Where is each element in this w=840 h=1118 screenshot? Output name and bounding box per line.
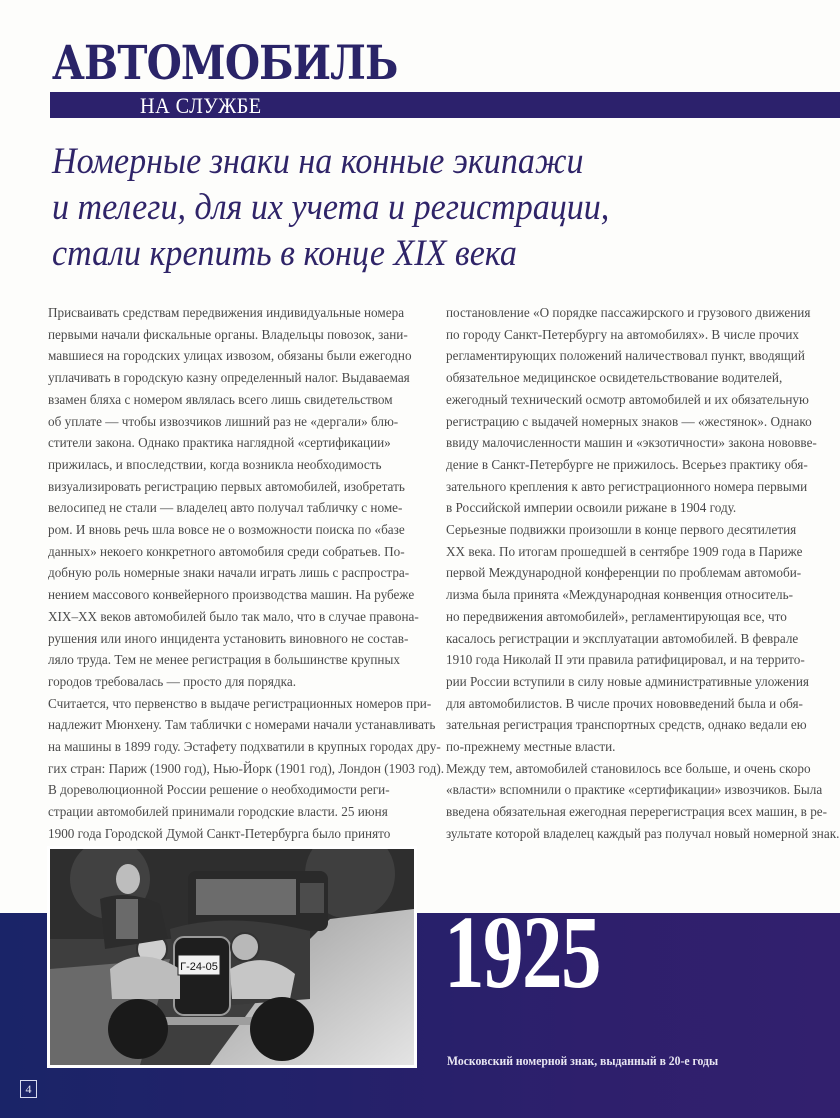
- text-line: «власти» вспомнили о практике «сертификации» извозчиков. Была: [446, 782, 823, 798]
- page-number: 4: [20, 1080, 37, 1098]
- text-line: регистрацию с выдачей номерных знаков — «жестянок». Однако: [446, 413, 812, 429]
- text-line: в Российской империи освоили рижане в 1904 году.: [446, 500, 737, 516]
- text-line: об уплате — чтобы извозчиков лишний раз не «дергали» блю-: [48, 413, 399, 429]
- text-line: В дореволюционной России решение о необходимости реги-: [48, 782, 390, 798]
- vintage-car-photo: [50, 849, 414, 1065]
- text-line: обязательное медицинское освидетельствование водителей,: [446, 370, 783, 386]
- headline-line: Номерные знаки на конные экипажи: [52, 141, 584, 182]
- text-line: XIX–XX веков автомобилей было так мало, что в случае правона-: [48, 608, 419, 624]
- year-label: 1925: [444, 895, 600, 1010]
- text-line: визуализировать регистрацию первых автомобилей, изобретать: [48, 478, 405, 494]
- text-line: ром. И вновь речь шла вовсе не о возможности поиска по «базе: [48, 522, 405, 538]
- article-column-left: [48, 302, 445, 845]
- section-subtitle: НА СЛУЖБЕ: [140, 93, 262, 118]
- text-line: данных» некоего конкретного автомобиля среди собратьев. По-: [48, 543, 405, 559]
- text-line: стители закона. Однако практика наглядной «сертификации»: [48, 435, 391, 451]
- text-line: ввиду малочисленности машин и «экзотичности» закона нововве-: [446, 435, 817, 451]
- text-line: первой Международной конференции по проблемам автомоби-: [446, 565, 802, 581]
- car-photo-illustration: [50, 849, 414, 1065]
- text-line: ляло труда. Тем не менее регистрация в большинстве крупных: [48, 652, 400, 668]
- text-line: первыми начали фискальные органы. Владельцы повозок, зани-: [48, 326, 408, 342]
- text-line: Считается, что первенство в выдаче регистрационных номеров при-: [48, 695, 432, 711]
- text-line: страции автомобилей принимали городские власти. 25 июня: [48, 804, 388, 820]
- text-line: зультате которой владелец каждый раз получал новый номерной знак.: [446, 825, 840, 841]
- headline: [52, 139, 751, 277]
- headline-line: и телеги, для их учета и регистрации,: [52, 187, 610, 228]
- text-line: по городу Санкт-Петербургу на автомобилях». В числе прочих: [446, 326, 799, 342]
- text-line: зательного крепления к авто регистрационного номера первыми: [446, 478, 808, 494]
- text-line: уплачивать в городскую казну определенный налог. Выдаваемая: [48, 370, 410, 386]
- text-line: на машины в 1899 году. Эстафету подхватили в крупных городах дру-: [48, 739, 441, 755]
- text-line: 1910 года Николай II эти правила ратифицировал, и на террито-: [446, 652, 805, 668]
- text-line: XX века. По итогам прошедшей в сентябре 1909 года в Париже: [446, 543, 803, 559]
- text-line: гих стран: Париж (1900 год), Нью-Йорк (1901 год), Лондон (1903 год).: [48, 760, 445, 776]
- text-line: велосипед не стали — владелец авто получал табличку с номе-: [48, 500, 403, 516]
- text-line: введена обязательная ежегодная перерегистрация всех машин, в ре-: [446, 804, 828, 820]
- text-line: лизма была принята «Международная конвенция относитель-: [446, 587, 793, 603]
- text-line: прижилась, и впоследствии, когда возникла необходимость: [48, 456, 382, 472]
- text-line: 1900 года Городской Думой Санкт-Петербурга было принято: [48, 825, 391, 841]
- text-line: Между тем, автомобилей становилось все больше, и очень скоро: [446, 760, 811, 776]
- text-line: зательная регистрация транспортных средств, однако ведали ею: [446, 717, 807, 733]
- text-line: ежегодный технический осмотр автомобилей и их обязательную: [446, 391, 809, 407]
- article-column-right: [446, 302, 840, 845]
- photo-frame: [47, 846, 417, 1068]
- text-line: Присваивать средствам передвижения индивидуальные номера: [48, 305, 405, 320]
- text-line: но передвижения автомобилей», регламентирующая все, что: [446, 608, 787, 624]
- text-line: добную роль номерные знаки начали играть лишь с распростра-: [48, 565, 410, 581]
- headline-line: стали крепить в конце XIX века: [52, 233, 517, 274]
- text-line: регламентирующих положений наличествовал пункт, вводящий: [446, 348, 805, 364]
- text-line: нением массового конвейерного производства машин. На рубеже: [48, 587, 415, 603]
- text-line: касалось регистрации и эксплуатации автомобилей. В феврале: [446, 630, 799, 646]
- photo-caption: Московский номерной знак, выданный в 20-е годы: [447, 1053, 719, 1068]
- text-line: постановление «О порядке пассажирского и грузового движения: [446, 305, 811, 320]
- text-line: мавшиеся на городских улицах извозом, обязаны были ежегодно: [48, 348, 412, 364]
- text-line: дение в Санкт-Петербурге не прижилось. Всерьез практику обя-: [446, 456, 808, 472]
- text-line: рушения или иного инцидента установить виновного не состав-: [48, 630, 409, 646]
- text-line: городов требовалась — просто для порядка.: [48, 673, 297, 689]
- text-line: надлежит Мюнхену. Там таблички с номерами начали устанавливать: [48, 717, 436, 733]
- text-line: Серьезные подвижки произошли в конце первого десятилетия: [446, 522, 797, 538]
- text-line: взамен бляха с номером являлась всего лишь свидетельством: [48, 391, 393, 407]
- text-line: по-прежнему местные власти.: [446, 739, 616, 755]
- text-line: рии России вступили в силу новые административные уложения: [446, 673, 809, 689]
- license-plate-text: Г-24-05: [180, 961, 218, 973]
- text-line: для автомобилистов. В числе прочих нововведений была и обя-: [446, 695, 803, 711]
- section-title: АВТОМОБИЛЬ: [52, 36, 398, 91]
